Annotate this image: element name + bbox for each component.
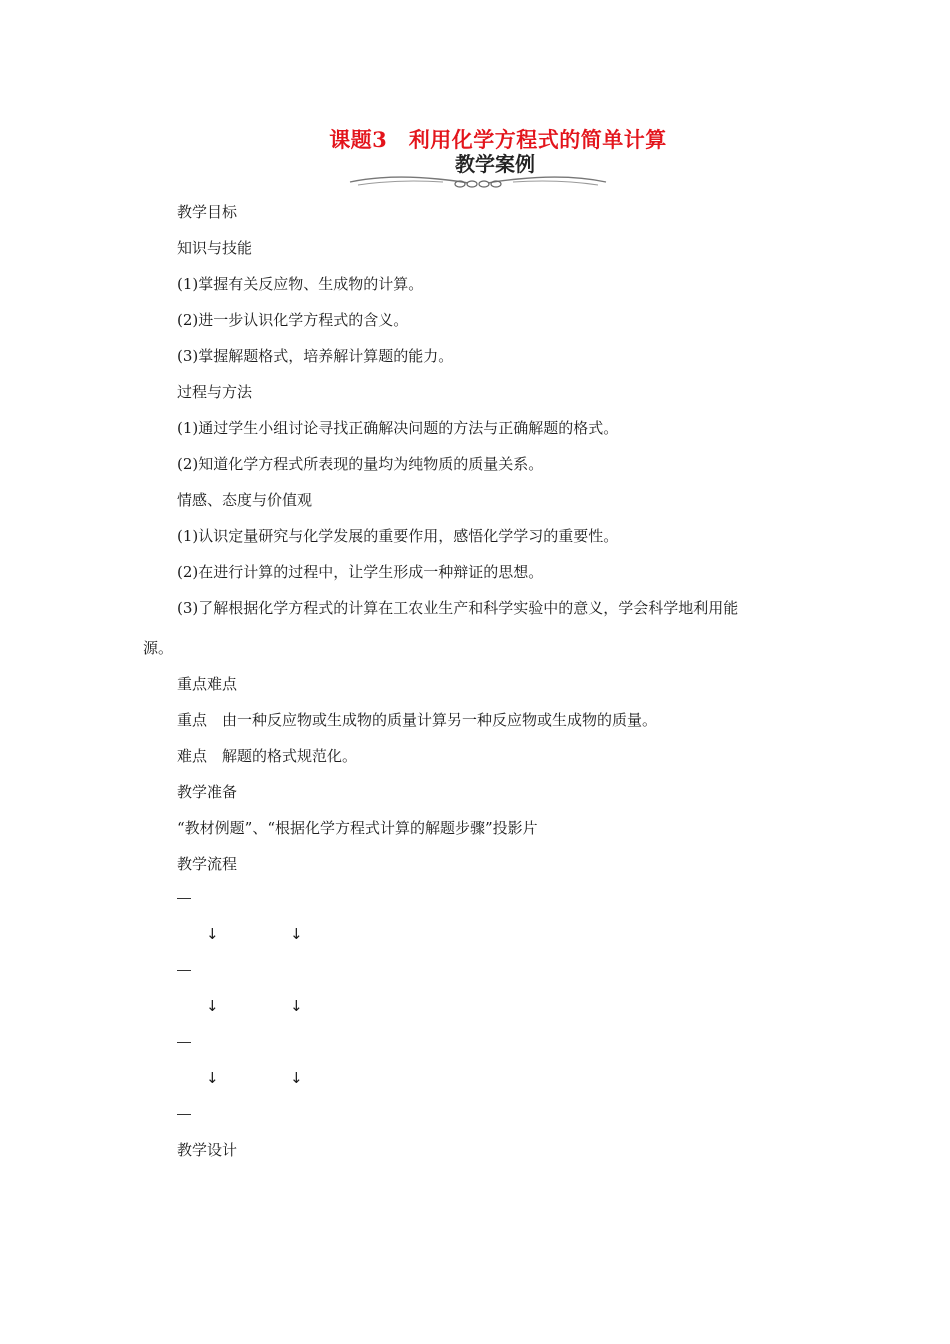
lesson-subtitle: 教学案例: [455, 152, 535, 176]
process-heading: 过程与方法: [177, 383, 253, 401]
emotion-item: (2)在进行计算的过程中，让学生形成一种辩证的思想。: [177, 563, 544, 581]
emotion-item: (1)认识定量研究与化学发展的重要作用，感悟化学学习的重要性。: [177, 527, 619, 545]
process-item: (1)通过学生小组讨论寻找正确解决问题的方法与正确解题的格式。: [177, 419, 619, 437]
lesson-title: 课题3 利用化学方程式的简单计算: [329, 127, 667, 152]
difficult-point: 难点 解题的格式规范化。: [177, 747, 358, 765]
key-point: 重点 由一种反应物或生成物的质量计算另一种反应物或生成物的质量。: [177, 711, 658, 729]
flow-dash: [177, 1114, 191, 1115]
down-arrow-icon: ↓: [290, 997, 303, 1015]
flow-dash: [177, 1042, 191, 1043]
design-heading: 教学设计: [177, 1141, 238, 1159]
knowledge-item: (1)掌握有关反应物、生成物的计算。: [177, 275, 424, 293]
down-arrow-icon: ↓: [206, 1069, 219, 1087]
emotion-heading: 情感、态度与价值观: [177, 491, 313, 509]
knowledge-heading: 知识与技能: [177, 239, 253, 257]
prep-heading: 教学准备: [177, 783, 238, 801]
prep-text: “教材例题”、“根据化学方程式计算的解题步骤”投影片: [177, 819, 538, 837]
down-arrow-icon: ↓: [206, 997, 219, 1015]
flow-dash: [177, 898, 191, 899]
emotion-item: (3)了解根据化学方程式的计算在工农业生产和科学实验中的意义，学会科学地利用能: [177, 599, 739, 617]
key-heading: 重点难点: [177, 675, 238, 693]
knowledge-item: (3)掌握解题格式，培养解计算题的能力。: [177, 347, 454, 365]
down-arrow-icon: ↓: [290, 925, 303, 943]
emotion-item-continuation: 源。: [143, 639, 174, 657]
flow-heading: 教学流程: [177, 855, 238, 873]
process-item: (2)知道化学方程式所表现的量均为纯物质的质量关系。: [177, 455, 544, 473]
down-arrow-icon: ↓: [206, 925, 219, 943]
goals-heading: 教学目标: [177, 203, 238, 221]
decorative-ornament-icon: [348, 170, 608, 192]
knowledge-item: (2)进一步认识化学方程式的含义。: [177, 311, 409, 329]
flow-dash: [177, 970, 191, 971]
down-arrow-icon: ↓: [290, 1069, 303, 1087]
